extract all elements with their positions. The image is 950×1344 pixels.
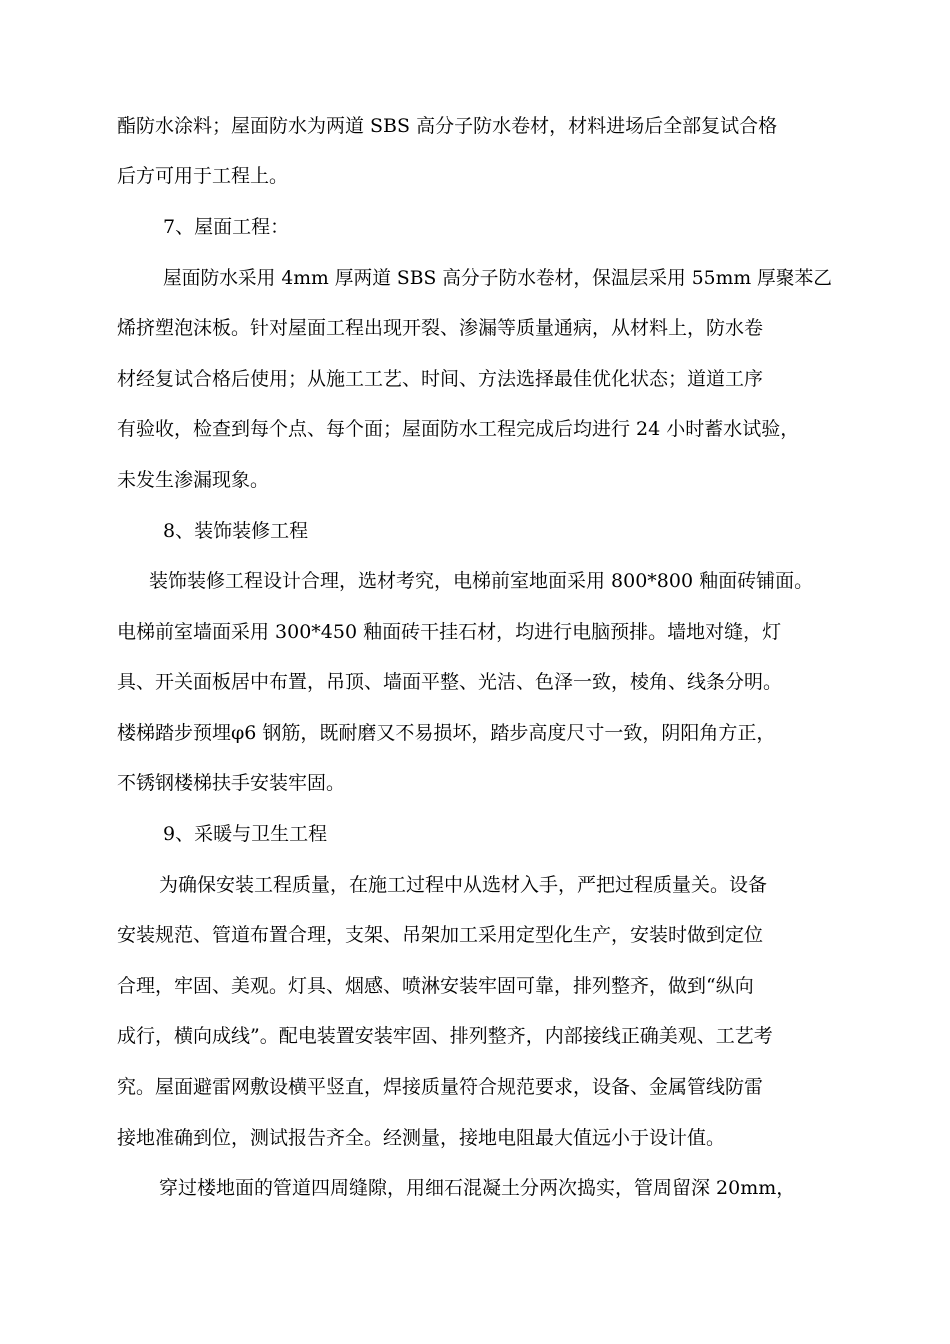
text-line bbox=[0, 106, 950, 146]
line-text: 穿过楼地面的管道四周缝隙，用细石混凝土分两次捣实，管周留深 20mm， bbox=[159, 1177, 796, 1199]
text-line bbox=[0, 1067, 950, 1107]
line-text: 有验收，检查到每个点、每个面；屋面防水工程完成后均进行 24 小时蓄水试验， bbox=[117, 418, 800, 440]
section-heading bbox=[0, 814, 950, 854]
text-line bbox=[0, 561, 950, 601]
text-line bbox=[0, 308, 950, 348]
line-text: 屋面防水采用 4mm 厚两道 SBS 高分子防水卷材，保温层采用 55mm 厚聚苯乙 bbox=[163, 267, 832, 289]
line-text: 合理，牢固、美观。灯具、烟感、喷淋安装牢固可靠，排列整齐，做到“纵向 bbox=[117, 975, 754, 997]
text-line bbox=[0, 915, 950, 955]
text-line bbox=[0, 612, 950, 652]
heading-text: 8、装饰装修工程 bbox=[163, 520, 309, 542]
section-heading bbox=[0, 207, 950, 247]
line-text: 安装规范、管道布置合理，支架、吊架加工采用定型化生产，安装时做到定位 bbox=[117, 924, 764, 946]
heading-text: 7、屋面工程： bbox=[163, 216, 290, 238]
text-line bbox=[0, 409, 950, 449]
line-text: 楼梯踏步预埋φ6 钢筋，既耐磨又不易损坏，踏步高度尺寸一致，阴阳角方正， bbox=[117, 722, 776, 744]
line-text: 烯挤塑泡沫板。针对屋面工程出现开裂、渗漏等质量通病，从材料上，防水卷 bbox=[117, 317, 764, 339]
line-text: 酯防水涂料；屋面防水为两道 SBS 高分子防水卷材，材料进场后全部复试合格 bbox=[117, 115, 778, 137]
text-line bbox=[0, 1118, 950, 1158]
line-text: 电梯前室墙面采用 300*450 釉面砖干挂石材，均进行电脑预排。墙地对缝，灯 bbox=[117, 621, 782, 643]
section-heading bbox=[0, 511, 950, 551]
text-line bbox=[0, 865, 950, 905]
line-text: 材经复试合格后使用；从施工工艺、时间、方法选择最佳优化状态；道道工序 bbox=[117, 368, 764, 390]
line-text: 究。屋面避雷网敷设横平竖直，焊接质量符合规范要求，设备、金属管线防雷 bbox=[117, 1076, 764, 1098]
text-line bbox=[0, 156, 950, 196]
line-text: 成行，横向成线”。配电装置安装牢固、排列整齐，内部接线正确美观、工艺考 bbox=[117, 1025, 773, 1047]
text-line bbox=[0, 460, 950, 500]
text-line bbox=[0, 763, 950, 803]
line-text: 接地准确到位，测试报告齐全。经测量，接地电阻最大值远小于设计值。 bbox=[117, 1127, 726, 1149]
text-line bbox=[0, 662, 950, 702]
text-line bbox=[0, 966, 950, 1006]
text-line bbox=[0, 359, 950, 399]
line-text: 后方可用于工程上。 bbox=[117, 165, 289, 187]
line-text: 不锈钢楼梯扶手安装牢固。 bbox=[117, 772, 346, 794]
line-text: 为确保安装工程质量，在施工过程中从选材入手，严把过程质量关。设备 bbox=[159, 874, 768, 896]
text-line bbox=[0, 1168, 950, 1208]
text-line bbox=[0, 713, 950, 753]
line-text: 具、开关面板居中布置，吊顶、墙面平整、光洁、色泽一致，棱角、线条分明。 bbox=[117, 671, 783, 693]
line-text: 装饰装修工程设计合理，选材考究，电梯前室地面采用 800*800 釉面砖铺面。 bbox=[149, 570, 814, 592]
heading-text: 9、采暖与卫生工程 bbox=[163, 823, 328, 845]
text-line bbox=[0, 1016, 950, 1056]
text-line bbox=[0, 258, 950, 298]
line-text: 未发生渗漏现象。 bbox=[117, 469, 270, 491]
